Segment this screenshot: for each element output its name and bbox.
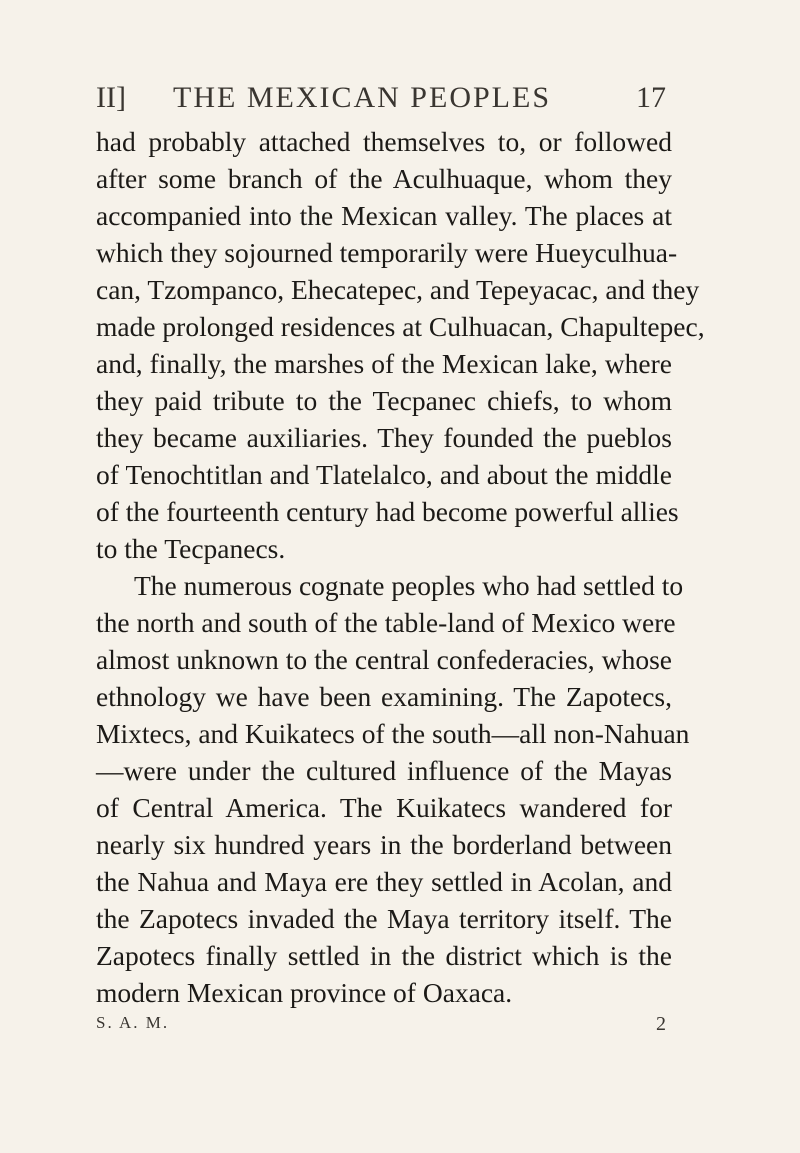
page-footer (96, 1013, 666, 1043)
sheet-mark: 2 (656, 1013, 666, 1035)
text-line: Mixtecs, and Kuikatecs of the south—all non-Nahuan (96, 718, 690, 749)
text-line: of Tenochtitlan and Tlatelalco, and about the middle (96, 459, 672, 490)
text-line: can, Tzompanco, Ehecatepec, and Tepeyacac, and they (96, 274, 700, 305)
paragraph-end-line: to the Tecpanecs. (96, 533, 286, 564)
text-line: the Zapotecs invaded the Maya territory itself. The (96, 903, 672, 934)
body-text (96, 123, 705, 1011)
text-line: Zapotecs finally settled in the district which is the (96, 940, 672, 971)
text-line: made prolonged residences at Culhuacan, Chapultepec, (96, 311, 705, 342)
paragraph-end-line: modern Mexican province of Oaxaca. (96, 977, 513, 1008)
text-line: and, finally, the marshes of the Mexican lake, where (96, 348, 672, 379)
text-line: nearly six hundred years in the borderland between (96, 829, 672, 860)
text-line: —were under the cultured influence of the Mayas (96, 755, 672, 786)
printer-signature: S. A. M. (96, 1013, 170, 1032)
text-line: ethnology we have been examining. The Zapotecs, (96, 681, 672, 712)
text-line: the north and south of the table-land of Mexico were (96, 607, 676, 638)
running-header (96, 78, 666, 118)
page-number: 17 (636, 81, 666, 114)
text-line: accompanied into the Mexican valley. The places at (96, 200, 672, 231)
text-line: almost unknown to the central confederacies, whose (96, 644, 672, 675)
text-line: the Nahua and Maya ere they settled in Acolan, and (96, 866, 672, 897)
text-line: they became auxiliaries. They founded the pueblos (96, 422, 672, 453)
text-line: of the fourteenth century had become powerful allies (96, 496, 679, 527)
paragraph-start-line: The numerous cognate peoples who had settled to (134, 570, 684, 601)
chapter-number: II] (96, 81, 126, 114)
text-line: which they sojourned temporarily were Hueyculhua- (96, 237, 678, 268)
running-title: THE MEXICAN PEOPLES (173, 81, 552, 114)
text-line: after some branch of the Aculhuaque, whom they (96, 163, 672, 194)
text-line: of Central America. The Kuikatecs wandered for (96, 792, 672, 823)
text-line: they paid tribute to the Tecpanec chiefs, to whom (96, 385, 672, 416)
text-line: had probably attached themselves to, or followed (96, 126, 672, 157)
